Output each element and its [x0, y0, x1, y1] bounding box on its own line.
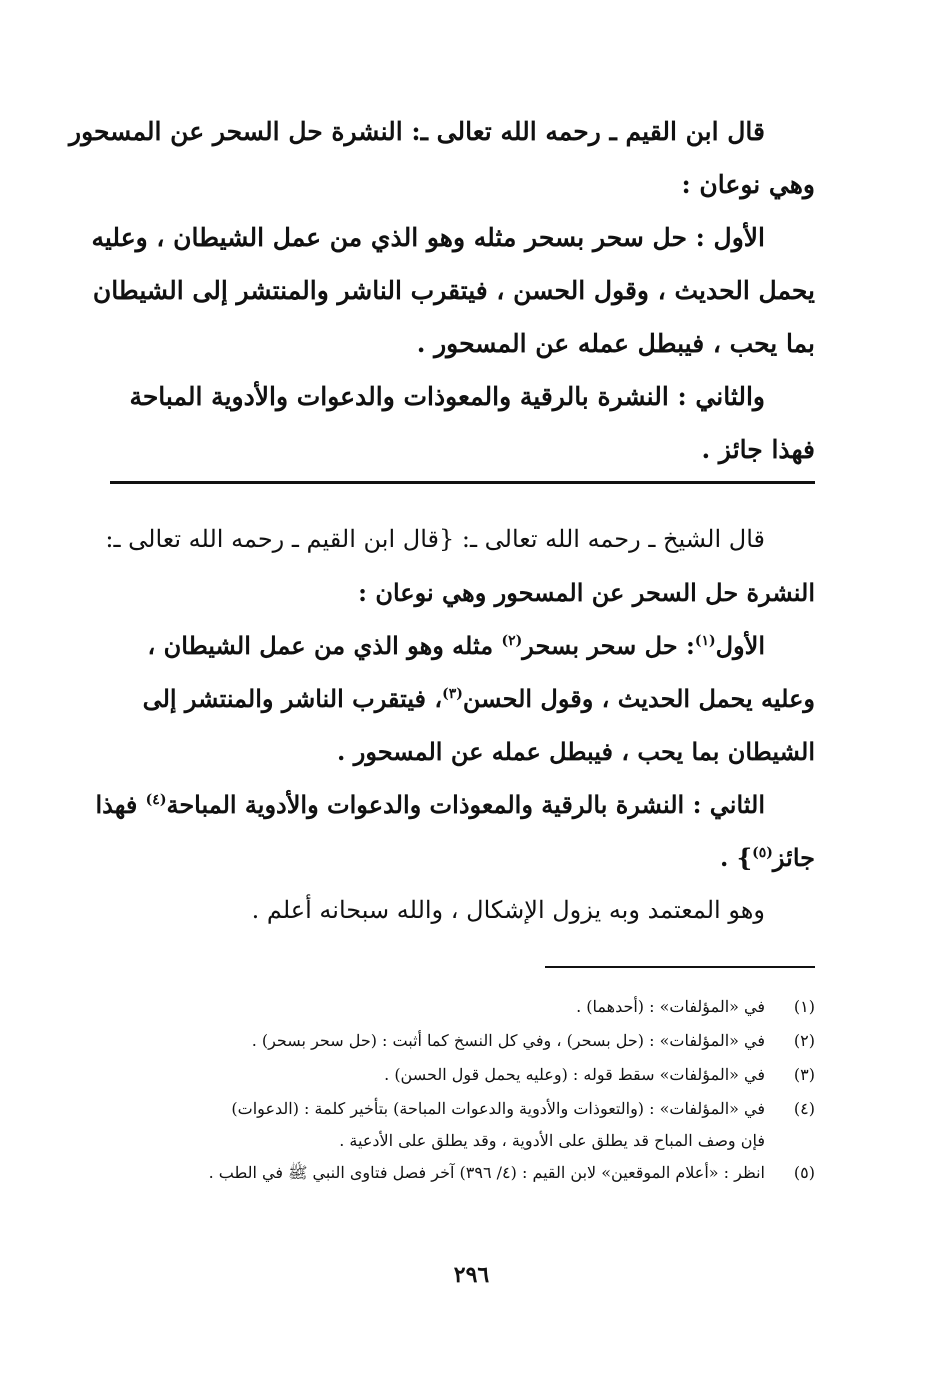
footnote: [110, 1156, 815, 1190]
footnote: [110, 1058, 815, 1092]
footnote: [110, 1092, 815, 1126]
quote-line: قال ابن القيم ـ رحمه الله تعالى ـ: النشرة حل السحر عن المسحور: [69, 117, 765, 146]
footnote-text: انظر : «أعلام الموقعين» لابن القيم : (٤/ ٣٩٦) آخر فصل فتاوى النبي ﷺ في الطب .: [208, 1163, 765, 1182]
text-run: وعليه يحمل الحديث ، وقول الحسن: [462, 684, 815, 713]
commentary-passage: [95, 513, 815, 937]
quote-line: الأول : حل سحر بسحر مثله وهو الذي من عمل الشيطان ، وعليه: [91, 223, 765, 252]
quote-line: يحمل الحديث ، وقول الحسن ، فيتقرب الناشر والمنتشر إلى الشيطان: [92, 276, 815, 305]
footnote-ref: (٤): [145, 792, 167, 808]
footnote-text: في «المؤلفات» : (والتعوذات والأدوية والدعوات المباحة) بتأخير كلمة : (الدعوات): [231, 1099, 765, 1118]
section-divider: [110, 481, 815, 484]
commentary-line: [110, 672, 815, 725]
text-run: : حل سحر بسحر: [522, 631, 695, 660]
footnote-text: في «المؤلفات» سقط قوله : (وعليه يحمل قول الحسن) .: [384, 1065, 765, 1084]
text-run: الثاني : النشرة بالرقية والمعوذات والدعوات والأدوية المباحة: [166, 790, 765, 819]
text-run: جائز: [772, 843, 815, 872]
footnote-text: في «المؤلفات» : (حل بسحر) ، وفي كل النسخ كما أثبت : (حل سحر بسحر) .: [251, 1031, 765, 1050]
commentary-line: الشيطان بما يحب ، فيبطل عمله عن المسحور .: [337, 737, 815, 766]
footnote-number: (٣): [793, 1065, 815, 1084]
quote-line: والثاني : النشرة بالرقية والمعوذات والدعوات والأدوية المباحة: [129, 382, 765, 411]
footnote-divider: [545, 966, 815, 968]
commentary-line: [110, 831, 815, 884]
footnote-number: (٥): [793, 1163, 815, 1182]
footnote-number: (١): [793, 997, 815, 1016]
text-run: ، فيتقرب الناشر والمنتشر إلى: [142, 684, 443, 713]
footnote: [110, 990, 815, 1024]
text-run: الأول: [715, 631, 765, 660]
footnote-ref: (١): [694, 633, 716, 649]
quote-line: بما يحب ، فيبطل عمله عن المسحور .: [416, 329, 815, 358]
commentary-line: وهو المعتمد وبه يزول الإشكال ، والله سبحانه أعلم .: [251, 896, 765, 924]
footnote-ref: (٢): [501, 633, 523, 649]
footnote-text: في «المؤلفات» : (أحدهما) .: [576, 997, 765, 1016]
commentary-line: [95, 778, 815, 831]
footnote-ref: (٥): [752, 845, 773, 861]
page-number: ٢٩٦: [453, 1262, 490, 1288]
text-run: مثله وهو الذي من عمل الشيطان ،: [147, 631, 502, 660]
commentary-line: قال الشيخ ـ رحمه الله تعالى ـ: {قال ابن القيم ـ رحمه الله تعالى ـ:: [105, 525, 765, 553]
commentary-line: النشرة حل السحر عن المسحور وهي نوعان :: [358, 578, 815, 607]
footnotes: [110, 990, 815, 1190]
text-run: فهذا: [95, 790, 146, 819]
footnote-ref: (٣): [442, 686, 463, 702]
quoted-passage: [69, 105, 815, 476]
text-run: } .: [719, 843, 753, 872]
footnote: [110, 1024, 815, 1058]
quote-line: وهي نوعان :: [681, 170, 815, 199]
footnote-number: (٤): [793, 1099, 815, 1118]
quote-line: فهذا جائز .: [701, 435, 815, 464]
footnote-continuation: فإن وصف المباح قد يطلق على الأدوية ، وقد يطلق على الأدعية .: [339, 1131, 765, 1150]
commentary-line: [110, 619, 815, 672]
footnote-number: (٢): [793, 1031, 815, 1050]
